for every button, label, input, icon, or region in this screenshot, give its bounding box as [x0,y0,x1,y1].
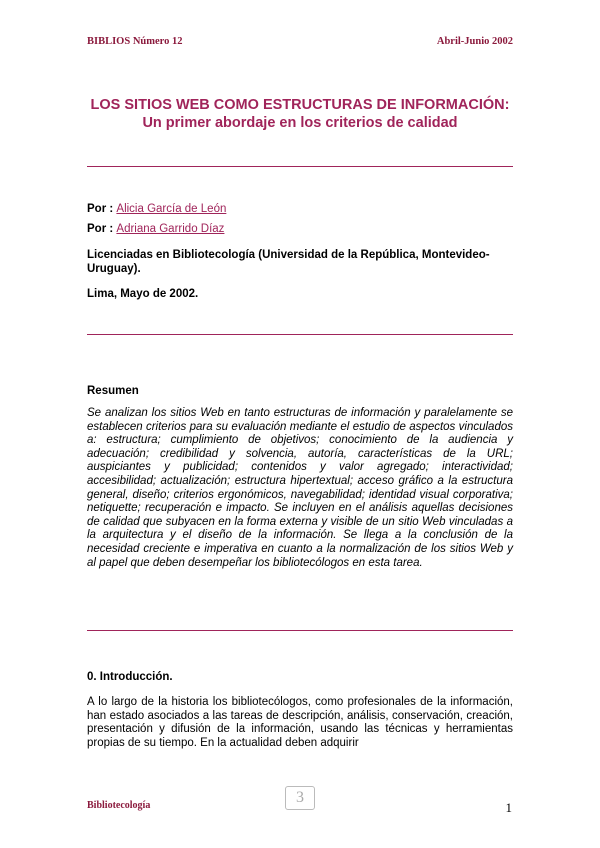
abstract-divider [87,630,513,631]
footer-section: Bibliotecología [87,800,151,811]
article-subtitle: Un primer abordaje en los criterios de calidad [142,115,458,131]
article-title: LOS SITIOS WEB COMO ESTRUCTURAS DE INFORMACIÓN: [90,97,510,113]
author-line-1 [87,202,226,216]
journal-logo-icon: 3 [285,786,315,810]
page-number: 1 [505,800,512,815]
place-date: Lima, Mayo de 2002. [87,288,199,300]
title-divider [87,166,513,167]
author-prefix: Por : [87,223,114,235]
author-link-1[interactable]: Alicia García de León [116,203,227,215]
abstract-heading: Resumen [87,385,139,397]
affiliation: Licenciadas en Bibliotecología (Universidad de la República, Montevideo-Uruguay). [87,249,490,275]
author-prefix: Por : [87,203,114,215]
author-link-2[interactable]: Adriana Garrido Díaz [116,223,225,235]
author-line-2 [87,222,224,236]
intro-heading: 0. Introducción. [87,671,173,683]
journal-header: BIBLIOS Número 12 [87,36,183,47]
abstract-text: Se analizan los sitios Web en tanto estructuras de información y paralelamente se establecen criterios para su evaluación mediante el estudio de aspectos vinculados a: estructura; cumplimiento de objetivos; conocimiento de la audiencia y adecuación; credibilidad y solvencia, autoría, características de la URL; auspiciantes y publicidad; contenidos y valor agregado; interactividad; accesibilidad; actualización; estructura hipertextual; acceso gráfico a la estructura general, diseño; criterios ergonómicos, navegabilidad; identidad visual corporativa; netiquette; recuperación e impacto. Se incluyen en el análisis aquellas decisiones de calidad que subyacen en la forma externa y visible de un sitio Web vinculadas a la arquitectura y el diseño de la información. Se llega a la conclusión de la necesidad creciente e imperativa en cuanto a la normalización de los sitios Web y al papel que deben desempeñar los bibliotecólogos en esta tarea. [87,407,513,569]
issue-date-header: Abril-Junio 2002 [436,36,513,47]
meta-divider [87,334,513,335]
intro-text: A lo largo de la historia los bibliotecólogos, como profesionales de la información, han estado asociados a las tareas de descripción, análisis, conservación, creación, presentación y difusión de la información, usando las técnicas y herramientas propias de su tiempo. En la actualidad deben adquirir [87,696,513,749]
